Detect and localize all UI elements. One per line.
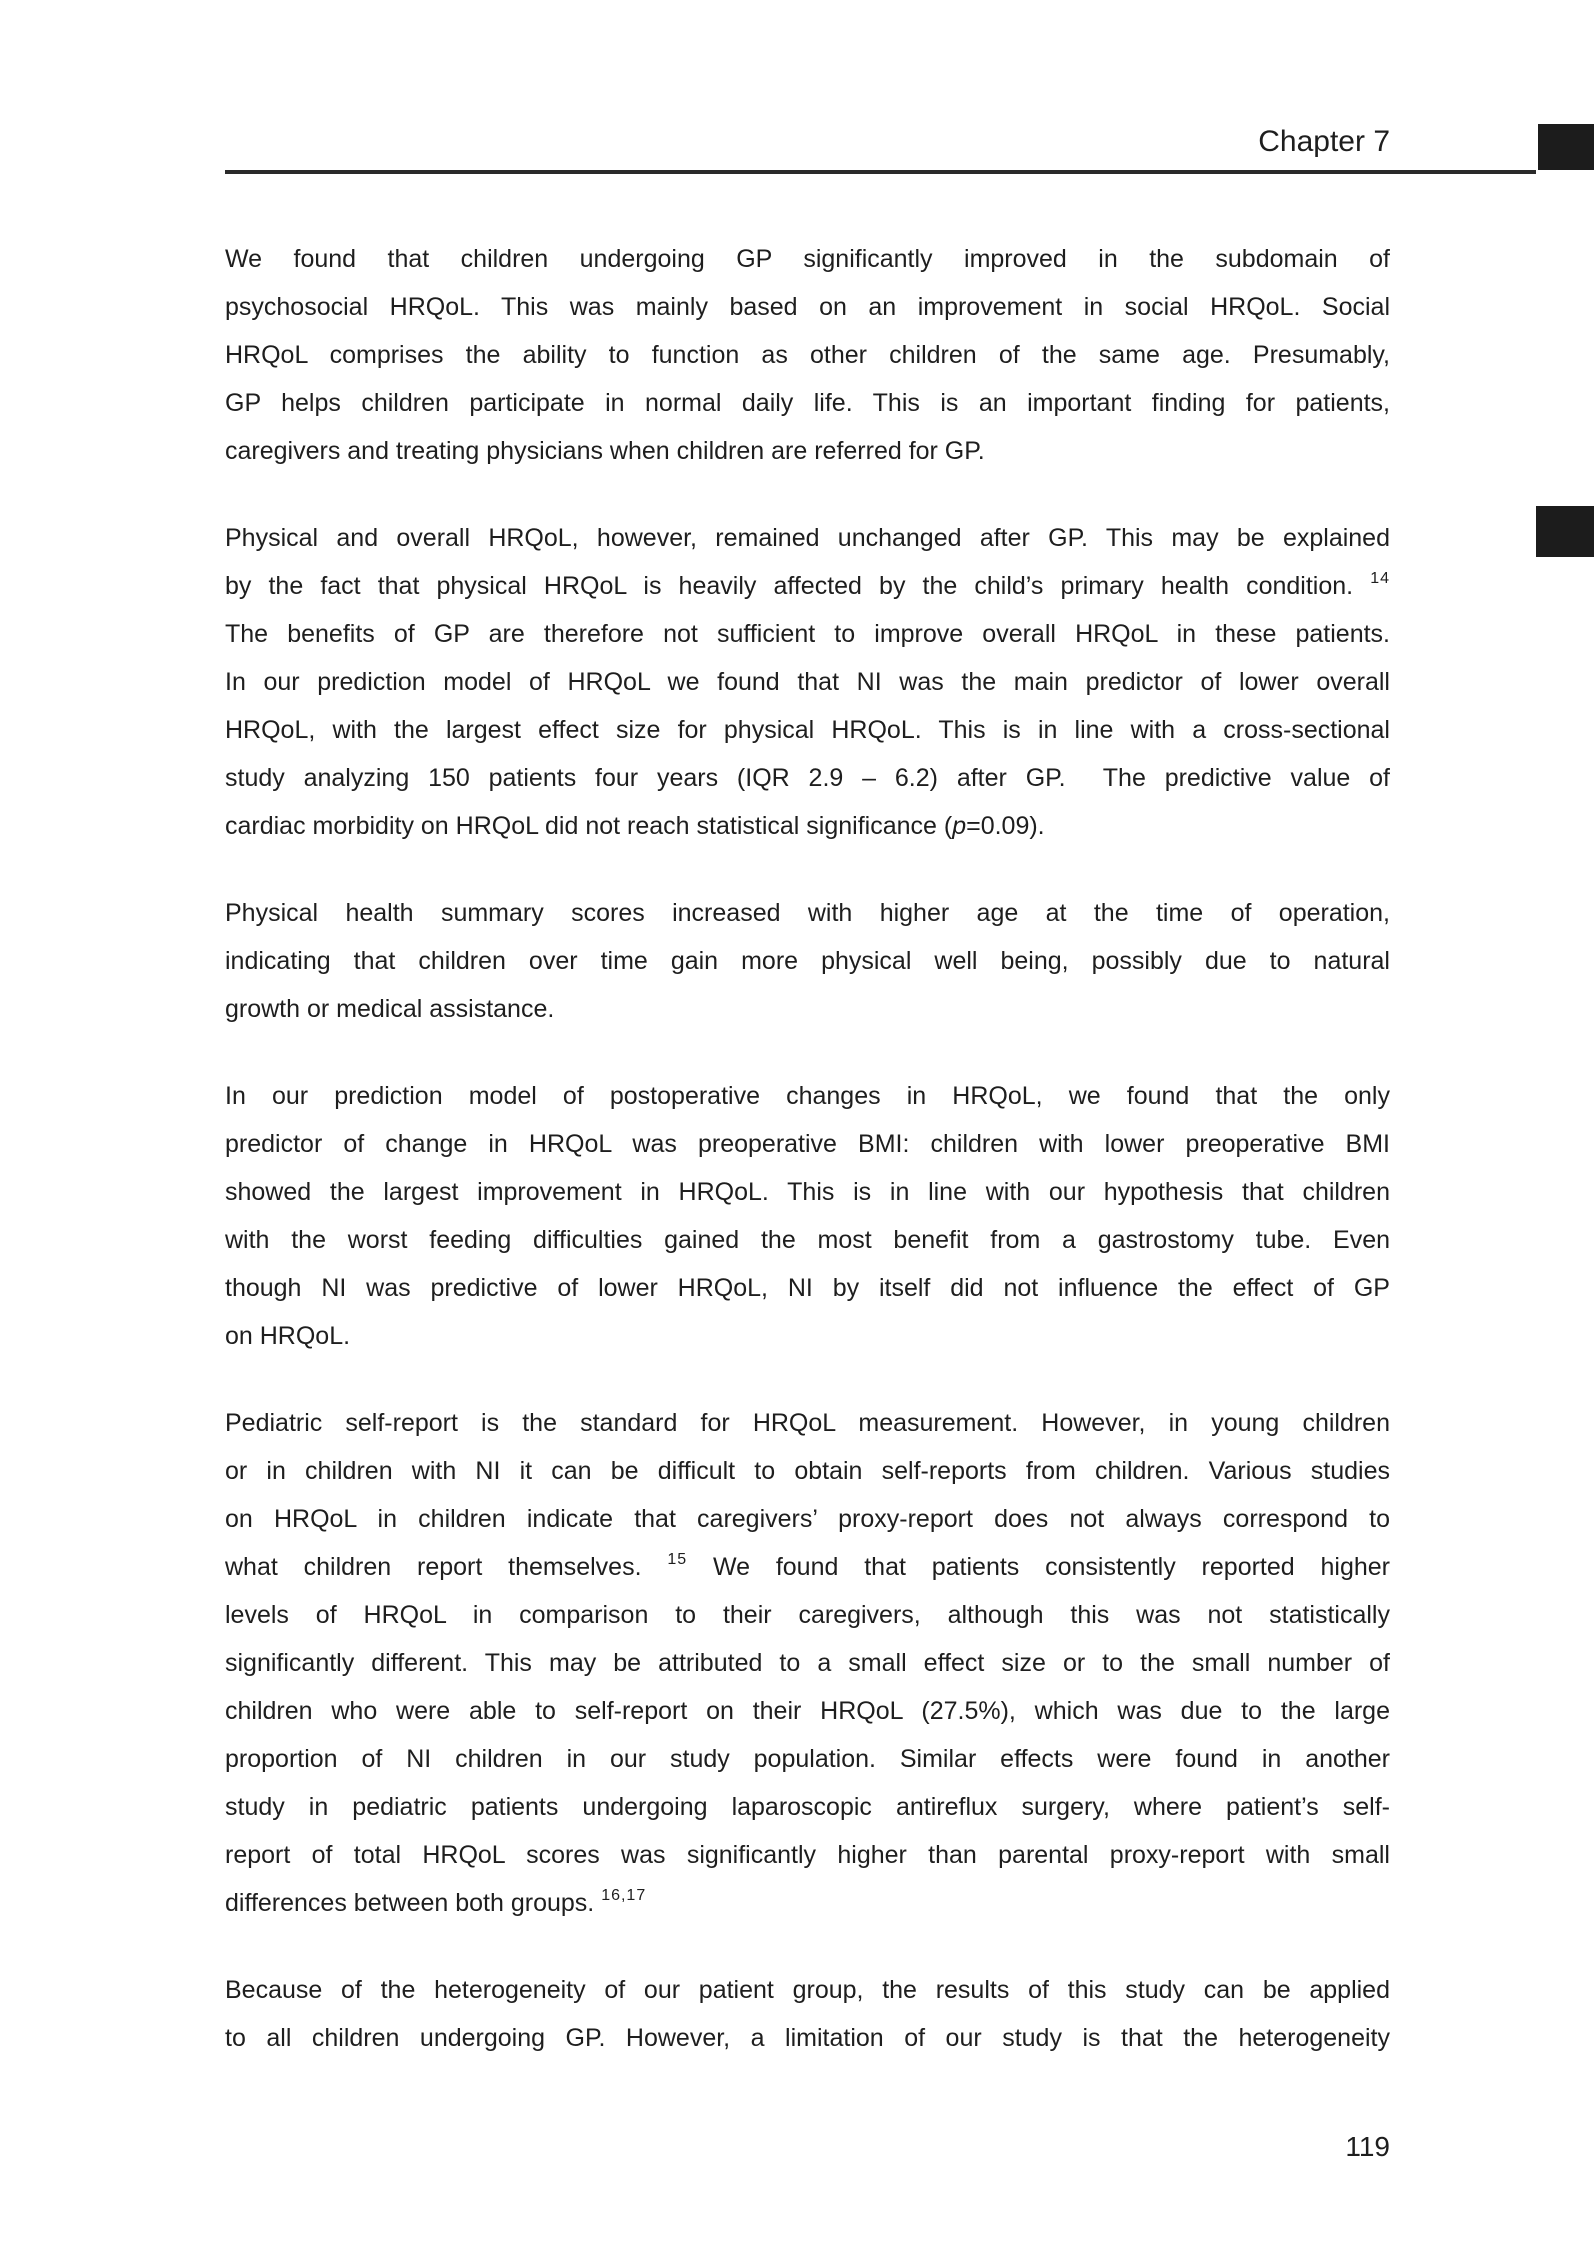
header-rule (225, 170, 1536, 174)
text-line: Pediatric self-report is the standard for HRQoL measurement. However, in young children (225, 1409, 1390, 1437)
text-line: with the worst feeding difficulties gained the most benefit from a gastrostomy tube. Even (225, 1226, 1390, 1254)
text-line: or in children with NI it can be difficult to obtain self-reports from children. Various studies (225, 1457, 1390, 1485)
text-line: on HRQoL in children indicate that caregivers’ proxy-report does not always correspond to (225, 1505, 1390, 1533)
text-line: caregivers and treating physicians when children are referred for GP. (225, 437, 985, 465)
text-line: growth or medical assistance. (225, 995, 555, 1023)
text-line: In our prediction model of postoperative changes in HRQoL, we found that the only (225, 1082, 1390, 1110)
paragraph-2 (225, 514, 1390, 850)
paragraph-3 (225, 889, 1390, 1033)
text-line: The benefits of GP are therefore not sufficient to improve overall HRQoL in these patients. (225, 620, 1390, 648)
text-line: indicating that children over time gain more physical well being, possibly due to natural (225, 947, 1390, 975)
text-line: psychosocial HRQoL. This was mainly based on an improvement in social HRQoL. Social (225, 293, 1390, 321)
running-header (225, 126, 1390, 158)
text-line: significantly different. This may be attributed to a small effect size or to the small number of (225, 1649, 1390, 1677)
text-line: on HRQoL. (225, 1322, 351, 1350)
paragraph-1 (225, 235, 1390, 475)
text-line: children who were able to self-report on their HRQoL (27.5%), which was due to the large (225, 1697, 1390, 1725)
text-line: showed the largest improvement in HRQoL. This is in line with our hypothesis that children (225, 1178, 1390, 1206)
paragraph-5 (225, 1399, 1390, 1927)
text-line: HRQoL comprises the ability to function as other children of the same age. Presumably, (225, 341, 1390, 369)
text-line: study in pediatric patients undergoing laparoscopic antireflux surgery, where patient’s self- (225, 1793, 1390, 1821)
text-line: levels of HRQoL in comparison to their caregivers, although this was not statistically (225, 1601, 1390, 1629)
text-line: proportion of NI children in our study population. Similar effects were found in another (225, 1745, 1390, 1773)
text-line: study analyzing 150 patients four years (IQR 2.9 – 6.2) after GP. The predictive value of (225, 764, 1390, 792)
text-line: what children report themselves. $^{15}$ We found that patients consistently reported higher (225, 1550, 1390, 1581)
chapter-tab-marker-top (1538, 124, 1594, 170)
page-number-value: 119 (1345, 2131, 1390, 2162)
text-line: predictor of change in HRQoL was preoperative BMI: children with lower preoperative BMI (225, 1130, 1390, 1158)
text-line: We found that children undergoing GP significantly improved in the subdomain of (225, 245, 1390, 273)
text-line: report of total HRQoL scores was significantly higher than parental proxy-report with small (225, 1841, 1390, 1869)
text-line: In our prediction model of HRQoL we found that NI was the main predictor of lower overall (225, 668, 1390, 696)
text-line: Physical and overall HRQoL, however, remained unchanged after GP. This may be explained (225, 524, 1390, 552)
paragraph-4 (225, 1072, 1390, 1360)
text-line: Physical health summary scores increased with higher age at the time of operation, (225, 899, 1390, 927)
chapter-label: Chapter 7 (1258, 125, 1390, 158)
body-text (225, 235, 1390, 2062)
text-line: GP helps children participate in normal daily life. This is an important finding for patients, (225, 389, 1390, 417)
paragraph-6 (225, 1966, 1390, 2062)
chapter-tab-marker-side (1536, 506, 1594, 557)
text-line: HRQoL, with the largest effect size for physical HRQoL. This is in line with a cross-sectional (225, 716, 1390, 744)
page-number (225, 2132, 1390, 2162)
text-line: though NI was predictive of lower HRQoL, NI by itself did not influence the effect of GP (225, 1274, 1390, 1302)
text-line: cardiac morbidity on HRQoL did not reach statistical significance (p=0.09). (225, 812, 1045, 840)
text-line: Because of the heterogeneity of our patient group, the results of this study can be applied (225, 1976, 1390, 2004)
text-line: by the fact that physical HRQoL is heavily affected by the child’s primary health condition. $^{14}$ (225, 569, 1390, 600)
text-line: differences between both groups. $^{16,17}$ (225, 1886, 647, 1917)
text-line: to all children undergoing GP. However, a limitation of our study is that the heterogeneity (225, 2024, 1390, 2052)
